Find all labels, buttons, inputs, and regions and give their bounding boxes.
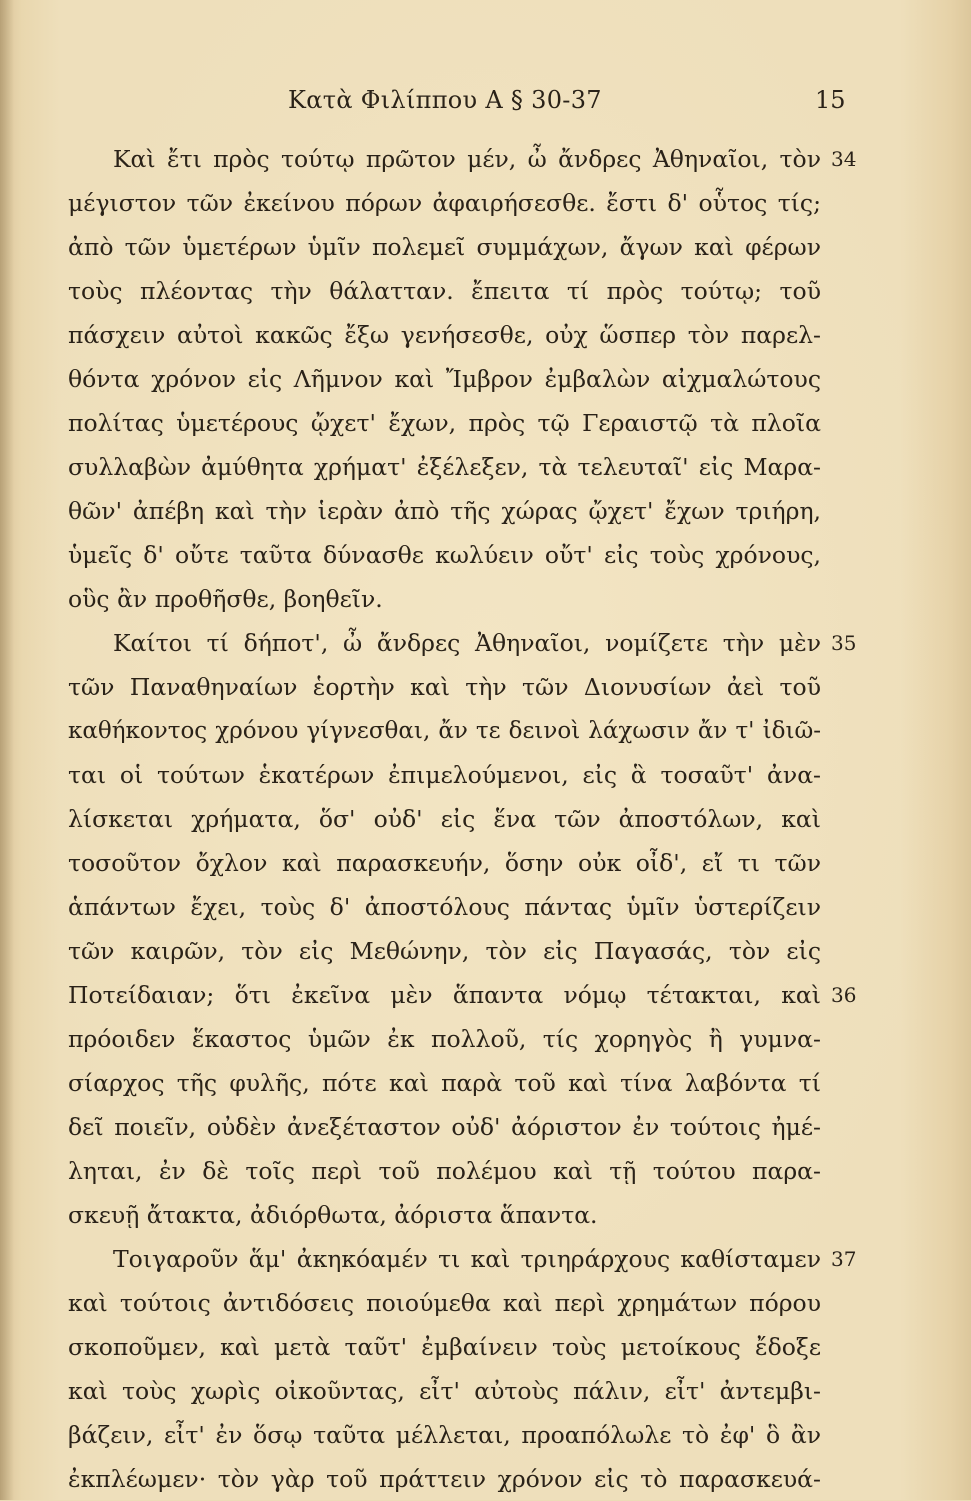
line-text: ἐκπλέωμεν· τὸν γὰρ τοῦ πράττειν χρόνον εἰς τὸ παρασκευά- [68,1465,821,1493]
text-line [0,577,971,621]
text-line [0,1413,971,1457]
text-line [0,797,971,841]
text-line [0,1149,971,1193]
line-text: καὶ τούτοις ἀντιδόσεις ποιούμεθα καὶ περὶ χρημάτων πόρου [68,1289,821,1317]
text-line [0,1457,971,1501]
text-line [0,709,971,753]
text-line [0,533,971,577]
text-line [0,1017,971,1061]
text-line [0,929,971,973]
line-text: θῶν' ἀπέβη καὶ τὴν ἱερὰν ἀπὸ τῆς χώρας ᾤχετ' ἔχων τριήρη, [68,497,821,525]
page-header [0,86,971,126]
line-text: λίσκεται χρήματα, ὅσ' οὐδ' εἰς ἕνα τῶν ἀποστόλων, καὶ [68,805,821,833]
line-text: πάσχειν αὐτοὶ κακῶς ἔξω γενήσεσθε, οὐχ ὥσπερ τὸν παρελ- [68,321,821,349]
line-text: καθήκοντος χρόνου γίγνεσθαι, ἄν τε δεινοὶ λάχωσιν ἄν τ' ἰδιῶ- [68,718,821,744]
text-line [0,181,971,225]
line-text: μέγιστον τῶν ἐκείνου πόρων ἀφαιρήσεσθε. ἔστι δ' οὗτος τίς; [68,189,821,217]
text-line [0,973,971,1017]
text-line [0,1237,971,1281]
line-text: Καίτοι τί δήποτ', ὦ ἄνδρες Ἀθηναῖοι, νομίζετε τὴν μὲν [113,629,821,657]
text-line [0,753,971,797]
line-text: Καὶ ἔτι πρὸς τούτῳ πρῶτον μέν, ὦ ἄνδρες Ἀθηναῖοι, τὸν [113,145,821,173]
text-line [0,313,971,357]
line-text: ται οἱ τούτων ἑκατέρων ἐπιμελούμενοι, εἰς ἃ τοσαῦτ' ἀνα- [68,761,821,789]
text-line [0,357,971,401]
text-line [0,1281,971,1325]
text-line [0,1105,971,1149]
line-text: οὓς ἂν προθῆσθε, βοηθεῖν. [68,585,383,613]
line-text: τῶν Παναθηναίων ἑορτὴν καὶ τὴν τῶν Διονυσίων ἀεὶ τοῦ [68,673,821,701]
line-text: τῶν καιρῶν, τὸν εἰς Μεθώνην, τὸν εἰς Παγασάς, τὸν εἰς [68,937,821,965]
text-line [0,489,971,533]
line-text: ὑμεῖς δ' οὔτε ταῦτα δύνασθε κωλύειν οὔτ' εἰς τοὺς χρόνους, [68,541,821,569]
line-text: σκευῇ ἄτακτα, ἀδιόρθωτα, ἀόριστα ἅπαντα. [68,1201,598,1229]
line-text: πρόοιδεν ἕκαστος ὑμῶν ἐκ πολλοῦ, τίς χορηγὸς ἢ γυμνα- [68,1025,821,1053]
page-number: 15 [815,86,846,114]
line-text: Ποτείδαιαν; ὅτι ἐκεῖνα μὲν ἅπαντα νόμῳ τέτακται, καὶ [68,981,821,1009]
text-line [0,225,971,269]
text-line [0,665,971,709]
line-text: καὶ τοὺς χωρὶς οἰκοῦντας, εἶτ' αὐτοὺς πάλιν, εἶτ' ἀντεμβι- [68,1377,821,1405]
running-title: Κατὰ Φιλίππου Α § 30-37 [288,86,602,114]
line-text: πολίτας ὑμετέρους ᾤχετ' ἔχων, πρὸς τῷ Γεραιστῷ τὰ πλοῖα [68,409,821,437]
text-line [0,1061,971,1105]
text-line [0,137,971,181]
line-text: βάζειν, εἶτ' ἐν ὅσῳ ταῦτα μέλλεται, προαπόλωλε τὸ ἐφ' ὃ ἂν [68,1421,821,1449]
text-line [0,885,971,929]
line-text: συλλαβὼν ἀμύθητα χρήματ' ἐξέλεξεν, τὰ τελευταῖ' εἰς Μαρα- [68,453,821,481]
line-text: Τοιγαροῦν ἅμ' ἀκηκόαμέν τι καὶ τριηράρχους καθίσταμεν [113,1245,821,1273]
line-text: θόντα χρόνον εἰς Λῆμνον καὶ Ἴμβρον ἐμβαλὼν αἰχμαλώτους [68,365,821,393]
text-line [0,401,971,445]
text-line [0,1369,971,1413]
text-line [0,445,971,489]
line-text: τοὺς πλέοντας τὴν θάλατταν. ἔπειτα τί πρὸς τούτῳ; τοῦ [68,277,821,305]
section-number: 34 [831,147,857,171]
text-line [0,1325,971,1369]
section-number: 37 [831,1247,857,1271]
line-text: δεῖ ποιεῖν, οὐδὲν ἀνεξέταστον οὐδ' ἀόριστον ἐν τούτοις ἠμέ- [68,1113,821,1141]
text-line [0,621,971,665]
section-number: 35 [831,631,857,655]
line-text: ληται, ἐν δὲ τοῖς περὶ τοῦ πολέμου καὶ τῇ τούτου παρα- [68,1157,821,1185]
line-text: τοσοῦτον ὄχλον καὶ παρασκευήν, ὅσην οὐκ οἶδ', εἴ τι τῶν [68,849,821,877]
text-line [0,269,971,313]
line-text: σκοποῦμεν, καὶ μετὰ ταῦτ' ἐμβαίνειν τοὺς μετοίκους ἔδοξε [68,1333,821,1361]
line-text: ἁπάντων ἔχει, τοὺς δ' ἀποστόλους πάντας ὑμῖν ὑστερίζειν [68,893,821,921]
text-line [0,841,971,885]
line-text: ἀπὸ τῶν ὑμετέρων ὑμῖν πολεμεῖ συμμάχων, ἄγων καὶ φέρων [68,233,821,261]
line-text: σίαρχος τῆς φυλῆς, πότε καὶ παρὰ τοῦ καὶ τίνα λαβόντα τί [68,1069,821,1097]
section-number: 36 [831,983,857,1007]
text-line [0,1193,971,1237]
